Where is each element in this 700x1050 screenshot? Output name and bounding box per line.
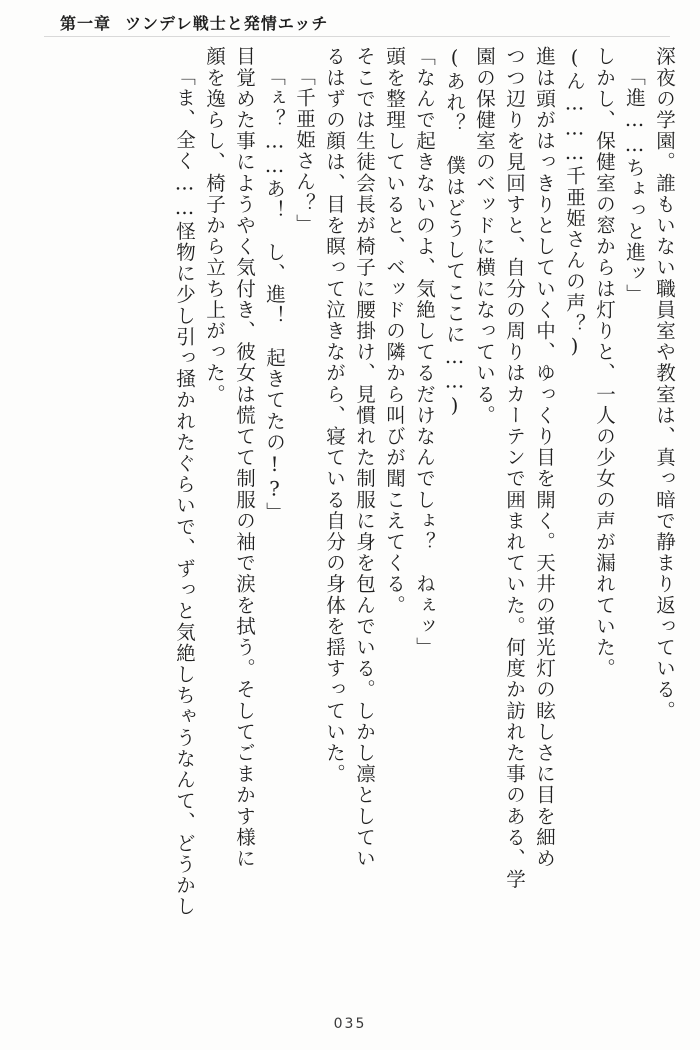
text-line: (ん………千亜姫さんの声？) xyxy=(563,46,586,359)
text-line: 「千亜姫さん？」 xyxy=(293,66,316,235)
running-head xyxy=(60,8,660,36)
body-text-block xyxy=(40,46,674,980)
text-line: 目覚めた事にようやく気付き、彼女は慌てて制服の袖で涙を拭う。そしてごまかす様に xyxy=(233,46,256,869)
text-line: つつ辺りを見回すと、自分の周りはカーテンで囲まれていた。何度か訪れた事のある、学 xyxy=(503,46,526,890)
text-line: 「ま、全く……怪物に少し引っ掻かれたぐらいで、ずっと気絶しちゃうなんて、どうかし xyxy=(173,66,196,917)
text-line: るはずの顔は、目を瞑って泣きながら、寝ている自分の身体を揺すっていた。 xyxy=(323,46,346,785)
text-line: そこでは生徒会長が椅子に腰掛け、見慣れた制服に身を包んでいる。しかし凛としてい xyxy=(353,46,376,869)
header-divider xyxy=(44,36,670,37)
text-line: 「なんで起きないのよ、気絶してるだけなんでしょ？ ねぇッ」 xyxy=(413,46,436,658)
text-line: 深夜の学園。誰もいない職員室や教室は、真っ暗で静まり返っている。 xyxy=(653,46,676,722)
text-line: 「ぇ？……あ！ し、進！ 起きてたの!?」 xyxy=(263,66,286,524)
chapter-number: 第一章 xyxy=(60,13,112,33)
page-number: 035 xyxy=(333,1016,367,1032)
text-line: 顔を逸らし、椅子から立ち上がった。 xyxy=(203,46,226,405)
text-line: しかし、保健室の窓からは灯りと、一人の少女の声が漏れていた。 xyxy=(593,46,616,679)
text-line: 園の保健室のベッドに横になっている。 xyxy=(473,46,496,426)
text-line: 進は頭がはっきりとしていく中、ゆっくり目を開く。天井の蛍光灯の眩しさに目を細め xyxy=(533,46,556,869)
text-line: (あれ？ 僕はどうしてここに……) xyxy=(443,46,466,419)
chapter-title: ツンデレ戦士と発情エッチ xyxy=(125,13,329,33)
text-line: 「進……ちょっと進ッ」 xyxy=(623,66,646,306)
text-line: 頭を整理していると、ベッドの隣から叫びが聞こえてくる。 xyxy=(383,46,406,616)
